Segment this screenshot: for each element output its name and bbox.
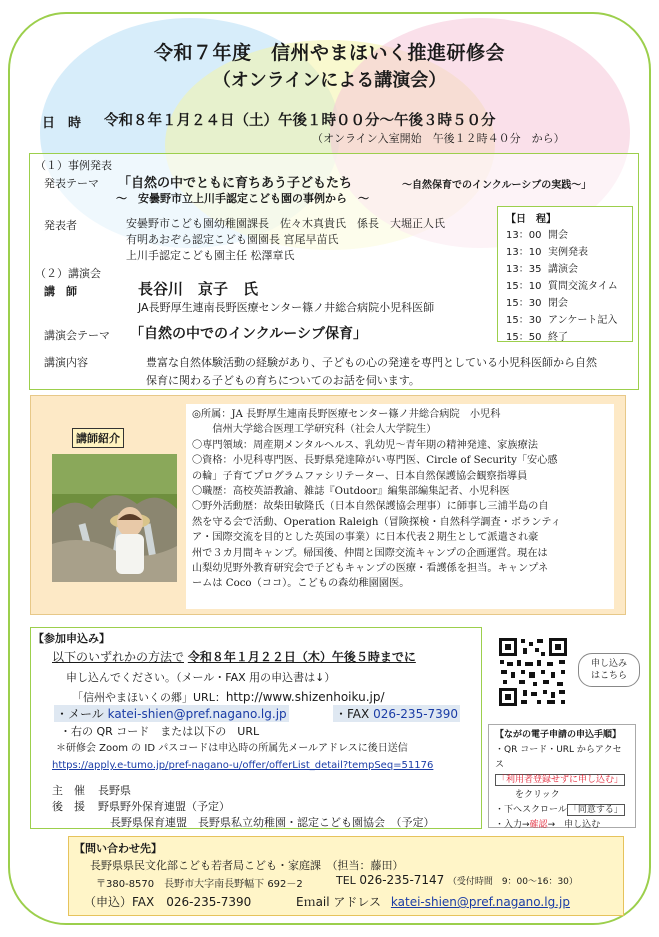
schedule-box — [497, 206, 633, 342]
schedule-row: 13：35 講演会 — [506, 264, 578, 275]
event-subtitle: （オンラインによる講演会） — [212, 70, 447, 91]
apply-line1 — [52, 648, 416, 665]
apply-url-line — [72, 689, 385, 705]
presenter-list — [126, 216, 445, 264]
tel-label: TEL — [336, 874, 356, 887]
profile-line: 信州大学総合医理工学研究科（社会人大学院生） — [192, 424, 437, 436]
support-2: 長野県保育連盟 長野県私立幼稚園・認定こども園協会 （予定） — [110, 816, 435, 829]
host-label: 主 催 — [52, 784, 85, 797]
datetime-value: 令和８年１月２４日（土）午後１時００分～午後３時５０分 — [104, 113, 496, 129]
profile-line: ームは Coco（ココ）。こどもの森幼稚園園医。 — [192, 578, 410, 590]
datetime-label: 日 時 — [42, 116, 82, 131]
profile-line: 〇専門領域：周産期メンタルヘルス、乳幼児～青年期の精神発達、家族療法 — [192, 439, 538, 451]
apply-heading: 【参加申込み】 — [33, 632, 110, 645]
case-theme-line2: ～ 安曇野市立上川手認定こども園の事例から ～ — [116, 192, 369, 205]
presenter-item: 有明あおぞら認定こども園園長 宮尾早苗氏 — [126, 233, 339, 246]
lecture-theme: 「自然の中でのインクルーシブ保育」 — [130, 326, 368, 342]
step-4: ・下へスクロール 「同意する」 — [495, 805, 623, 815]
profile-text — [186, 404, 614, 609]
qr-callout: 申し込み はこちら — [578, 653, 640, 687]
apply-line1-prefix: 以下のいずれかの方法で — [52, 650, 185, 664]
profile-line: 〇資格：小児科専門医、長野県発達障がい専門医、Circle of Security「安心感 — [192, 455, 558, 467]
fax-line — [333, 705, 460, 722]
apply-url[interactable]: https://apply.e-tumo.jp/pref-nagano-u/offer/offerList_detail?tempSeq=51176 — [52, 760, 434, 771]
lecturer-label: 講 師 — [44, 285, 77, 298]
schedule-row: 13：00 開会 — [506, 230, 568, 241]
lecturer-name: 長谷川 京子 氏 — [138, 280, 259, 298]
lecture-content-label: 講演内容 — [44, 356, 88, 369]
schedule-row: 15：30 閉会 — [506, 298, 568, 309]
apply-url-link[interactable]: http://www.shizenhoiku.jp/ — [225, 690, 385, 704]
host-name: 長野県 — [98, 784, 131, 797]
lecture-content-line: 豊富な自然体験活動の経験があり、子どもの心の発達を専門としている小児科医師から自然 — [146, 356, 597, 369]
case-theme-label: 発表テーマ — [44, 177, 99, 190]
fax-label: ・FAX — [335, 707, 370, 721]
profile-line: 山梨幼児野外教育研究会で子どもキャンプの医療・看護係を担当。キャンプネ — [192, 563, 549, 575]
profile-line: 〇職歴：高校英語教諭、雑誌『Outdoor』編集部編集記者、小児科医 — [192, 486, 510, 498]
presenter-label: 発表者 — [44, 219, 77, 232]
step-1: ・QR コード・URL からアクセス — [495, 745, 622, 770]
presenter-item: 安曇野市こども園幼稚園課長 佐々木真貴氏 係長 大堀正人氏 — [126, 217, 445, 230]
mail-label: ・メール — [56, 707, 104, 721]
qr-line: ・右の QR コード または以下の URL — [60, 725, 260, 738]
support-1: 野県野外保育連盟（予定） — [98, 800, 230, 813]
tel-hours: （受付時間 9：00～16：30） — [447, 877, 578, 887]
contact-tel-line — [336, 873, 578, 887]
profile-heading: 講師紹介 — [72, 428, 124, 448]
lecturer-photo — [52, 454, 177, 582]
contact-heading: 【問い合わせ先】 — [74, 842, 162, 855]
lecture-section-label: （２）講演会 — [35, 267, 101, 280]
case-theme-title: 「自然の中でともに育ちあう子どもたち — [118, 176, 353, 191]
profile-line: ア・国際交流を目的とした英国の事業）に日本代表２期生として派遣され豪 — [192, 532, 539, 544]
mail-link[interactable]: katei-shien@pref.nagano.lg.jp — [107, 707, 287, 721]
contact-email-line — [296, 893, 570, 910]
schedule-row: 15：50 終了 — [506, 332, 568, 343]
case-section-label: （１）事例発表 — [35, 159, 112, 172]
apply-deadline: 令和８年１月２２日（木）午後５時までに — [187, 650, 416, 664]
apply-line2: 申し込んでください。（メール・FAX 用の申込書は↓） — [66, 671, 336, 684]
email-link[interactable]: katei-shien@pref.nagano.lg.jp — [390, 895, 570, 909]
qr-code[interactable] — [497, 636, 569, 708]
profile-line: 〇野外活動歴：故柴田敏隆氏（日本自然保護協会理事）に師事し三浦半島の自 — [192, 501, 549, 513]
lecture-content — [146, 354, 597, 390]
profile-line: 然を守る会で活動、Operation Raleigh（冒険探検・自然科学調査・ボランティ — [192, 516, 561, 528]
step-4-button: 「同意する」 — [568, 805, 623, 815]
step-2-button: 「利用者登録せずに申し込む」 — [497, 775, 624, 785]
tel-number: 026-235-7147 — [359, 873, 445, 887]
schedule-row: 15：10 質問交流タイム — [506, 281, 618, 292]
lecture-content-line: 保育に関わる子どもの育ちについてのお話を伺います。 — [146, 374, 420, 387]
presenter-item: 上川手認定こども園主任 松澤章氏 — [126, 249, 295, 262]
support-label: 後 援 — [52, 800, 85, 813]
contact-address: 〒380-8570 長野市大字南長野幅下 692－2 — [96, 879, 303, 890]
schedule-title: 【日 程】 — [506, 214, 556, 225]
contact-fax: （申込）FAX 026-235-7390 — [84, 895, 252, 909]
event-title: 令和７年度 信州やまほいく推進研修会 — [153, 42, 505, 64]
schedule-row: 13：10 実例発表 — [506, 247, 588, 258]
email-label: Eｍail アドレス — [296, 895, 382, 909]
profile-line: ◎所属：JA 長野厚生連南長野医療センター篠ノ井総合病院 小児科 — [192, 409, 501, 420]
step-5: ・入力→確認→ 申し込む — [495, 820, 601, 830]
step-3: をクリック — [515, 790, 560, 800]
lecture-theme-label: 講演会テーマ — [44, 329, 110, 342]
fax-number: 026-235-7390 — [373, 707, 459, 721]
profile-line: の輪」子育てプログラムファシリテーター、日本自然保護協会観察指導員 — [192, 470, 528, 482]
apply-note: ＊研修会 Zoom の ID パスコードは申込時の所属先メールアドレスに後日送信 — [56, 743, 408, 754]
lecturer-affiliation: JA長野厚生連南長野医療センター篠ノ井総合病院小児科医師 — [138, 301, 435, 314]
apply-url-label: 「信州やまほいくの郷」URL： — [72, 691, 226, 704]
case-theme-subtitle: ～自然保育でのインクルーシブの実践～」 — [402, 180, 592, 191]
datetime-note: （オンライン入室開始 午後１２時４０分 から） — [312, 132, 565, 145]
steps-title: 【ながの電子申請の申込手順】 — [495, 730, 622, 740]
schedule-row: 15：30 アンケート記入 — [506, 315, 618, 326]
contact-dept: 長野県県民文化部こども若者局こども・家庭課 （担当：藤田） — [90, 859, 404, 872]
steps-box — [488, 724, 636, 828]
profile-line: 州で３カ月間キャンプ。帰国後、仲間と国際交流キャンプの企画運営。現在は — [192, 547, 548, 559]
step-2 — [495, 773, 629, 788]
mail-line — [54, 705, 289, 722]
